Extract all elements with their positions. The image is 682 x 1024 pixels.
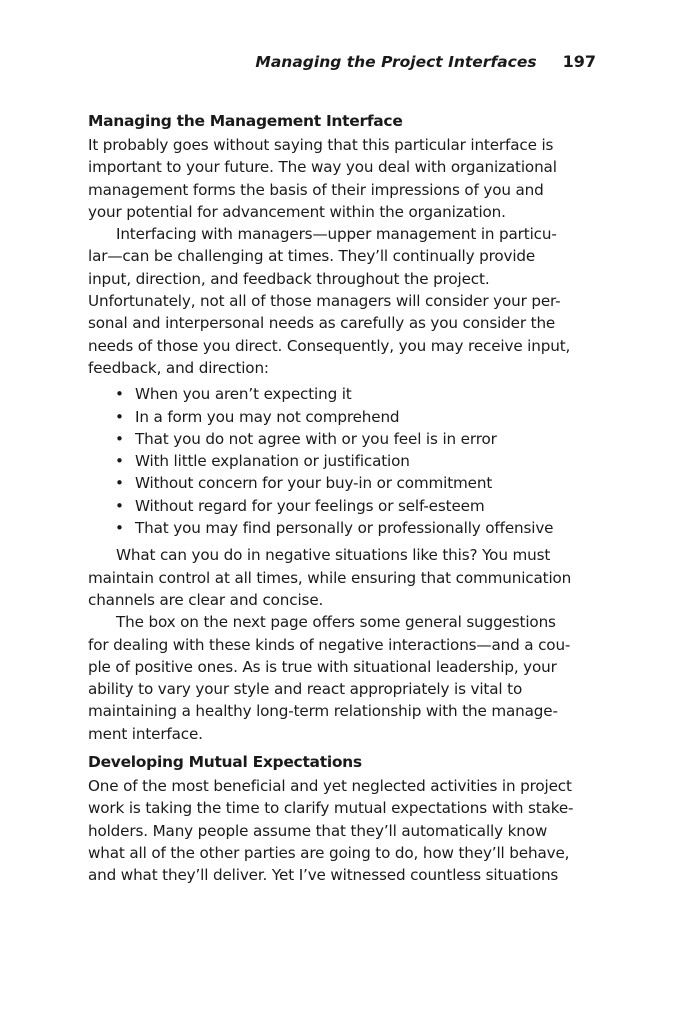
list-item — [115, 406, 600, 428]
paragraph-interfacing — [88, 223, 600, 379]
paragraph-line: One of the most beneficial and yet neglected activities in project — [88, 777, 572, 796]
paragraph-line: What can you do in negative situations like this? You must — [116, 546, 551, 565]
list-item-text: Without regard for your feelings or self-esteem — [135, 496, 485, 515]
book-page — [88, 52, 600, 887]
list-item-text: That you may find personally or professionally offensive — [135, 519, 554, 538]
list-item-text: With little explanation or justification — [135, 452, 410, 471]
paragraph-line: needs of those you direct. Consequently, you may receive input, — [88, 336, 571, 355]
paragraph-negative-situations — [88, 544, 600, 611]
list-item — [115, 495, 600, 517]
paragraph-line: feedback, and direction: — [88, 358, 269, 377]
list-item-text: When you aren’t expecting it — [135, 385, 352, 404]
paragraph-line: what all of the other parties are going to do, how they’ll behave, — [88, 843, 570, 862]
list-item-text: In a form you may not comprehend — [135, 407, 400, 426]
paragraph-line: channels are clear and concise. — [88, 590, 324, 609]
bullet-icon: • — [115, 385, 124, 404]
paragraph-line: work is taking the time to clarify mutual expectations with stake- — [88, 799, 574, 818]
bullet-icon: • — [115, 429, 124, 448]
bullet-list — [88, 383, 600, 539]
bullet-icon: • — [115, 496, 124, 515]
list-item — [115, 428, 600, 450]
paragraph-line: ple of positive ones. As is true with situational leadership, your — [88, 657, 557, 676]
paragraph-line: ment interface. — [88, 724, 203, 743]
list-item — [115, 383, 600, 405]
paragraph-line: your potential for advancement within the organization. — [88, 202, 506, 221]
list-item-text: That you do not agree with or you feel is in error — [135, 429, 497, 448]
bullet-icon: • — [115, 519, 124, 538]
paragraph-line: input, direction, and feedback throughout the project. — [88, 269, 490, 288]
paragraph-intro — [88, 134, 600, 223]
list-item — [115, 517, 600, 539]
paragraph-line: maintain control at all times, while ensuring that communication — [88, 568, 572, 587]
paragraph-line: management forms the basis of their impressions of you and — [88, 180, 544, 199]
paragraph-line: lar—can be challenging at times. They’ll continually provide — [88, 247, 536, 266]
paragraph-line: for dealing with these kinds of negative interactions—and a cou- — [88, 635, 571, 654]
list-item — [115, 472, 600, 494]
paragraph-line: sonal and interpersonal needs as carefully as you consider the — [88, 314, 556, 333]
list-item-text: Without concern for your buy-in or commitment — [135, 474, 493, 493]
paragraph-line: Unfortunately, not all of those managers will consider your per- — [88, 292, 561, 311]
running-head-title: Managing the Project Interfaces — [255, 53, 537, 71]
paragraph-line: holders. Many people assume that they’ll automatically know — [88, 821, 548, 840]
paragraph-line: Interfacing with managers—upper management in particu- — [116, 225, 557, 244]
paragraph-line: ability to vary your style and react appropriately is vital to — [88, 680, 523, 699]
paragraph-line: It probably goes without saying that this particular interface is — [88, 136, 554, 154]
paragraph-line: maintaining a healthy long-term relationship with the manage- — [88, 702, 558, 721]
bullet-icon: • — [115, 407, 124, 426]
paragraph-box-suggestions — [88, 611, 600, 745]
paragraph-mutual-expectations — [88, 775, 600, 886]
list-item — [115, 450, 600, 472]
page-number: 197 — [562, 52, 596, 71]
running-head — [88, 52, 596, 76]
paragraph-line: and what they’ll deliver. Yet I’ve witnessed countless situations — [88, 866, 559, 885]
bullet-icon: • — [115, 452, 124, 471]
bullet-icon: • — [115, 474, 124, 493]
paragraph-line: The box on the next page offers some general suggestions — [116, 613, 556, 632]
section-heading-mutual-expectations: Developing Mutual Expectations — [88, 753, 362, 772]
section-heading-management-interface: Managing the Management Interface — [88, 112, 403, 130]
paragraph-line: important to your future. The way you deal with organizational — [88, 158, 557, 177]
